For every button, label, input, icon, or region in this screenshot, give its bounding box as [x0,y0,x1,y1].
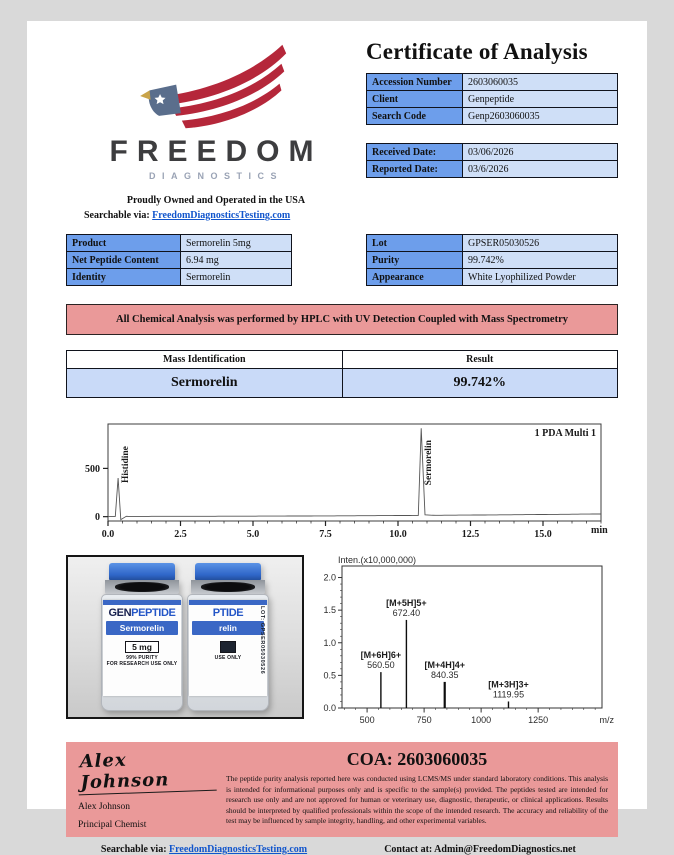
chart-text: 1000 [471,715,492,725]
field-value: Genpeptide [463,91,618,108]
brand-suffix: PEPTIDE [131,607,176,619]
product-name-band-partial: relin [192,621,264,635]
searchable-link[interactable]: FreedomDiagnosticsTesting.com [152,210,291,221]
chart-text: 1.5 [323,605,336,616]
chart-text: 0.0 [323,703,336,713]
accession-table [366,73,618,125]
field-value: 03/6/2026 [463,161,618,178]
field-label: Appearance [367,269,463,286]
chart-text: 1.0 [323,637,336,648]
page-title: Certificate of Analysis [366,39,588,64]
vial-front [101,563,183,711]
chromatogram-section [66,416,618,545]
mz-label: 840.35 [430,669,459,680]
field-value: 2603060035 [463,74,618,91]
vial-stopper [115,582,169,592]
chart-text: 2.5 [174,529,187,540]
field-label: Search Code [367,108,463,125]
chart-text: 12.5 [461,529,480,540]
field-value: 03/06/2026 [463,144,618,161]
chart-text: 7.5 [319,529,332,540]
chemist-role: Principal Chemist [78,820,147,830]
field-label: Reported Date: [367,161,463,178]
field-value: Sermorelin [181,269,292,286]
mz-label: 560.50 [367,660,395,671]
product-table [66,234,292,286]
chart-text: Inten.(x10,000,000) [338,555,417,565]
research-line: FOR RESEARCH USE ONLY [106,661,178,667]
label-stripe [189,600,267,605]
field-label: Accession Number [367,74,463,91]
strength-box-edge [220,641,236,653]
field-label: Purity [367,252,463,269]
product-name-band: Sermorelin [106,621,178,635]
chart-text: 1250 [528,715,549,725]
vial-cap [109,563,175,580]
certificate-page [27,21,647,855]
brand-logo-text-partial [189,607,267,619]
chart-text: 750 [416,715,432,725]
chemist-name: Alex Johnson [78,802,130,812]
chart-text: 0.0 [101,529,115,540]
mass-id-header: Mass Identification [67,351,343,369]
header [66,33,618,221]
ion-label: [M+4H]4+ [424,659,465,670]
field-label: Net Peptide Content [67,252,181,269]
footer-searchable-label: Searchable via: [100,844,167,855]
ion-label: [M+3H]3+ [488,679,529,690]
tagline: Proudly Owned and Operated in the USA [126,195,306,206]
disclaimer-text: The peptide purity analysis reported here was conducted using LCMS/MS under standard laboratory conditions. This analysis is intended for informational purposes only and is specific to the sample(s) provided. The peptides tested are intended for research use only and are not approved for human or veterinary use, diagnostic, therapeutic, or clinical applications. Results should be interpreted by qualified professionals within the scope of the intended research. The accuracy and reliability of the test may be influenced by sample integrity, handling, and other experimental variables. [226,774,608,825]
chart-text: 0.5 [323,670,336,681]
sample-info-row [66,234,618,286]
vial-neck [191,580,265,594]
chart-text: 1 PDA Multi 1 [534,428,596,439]
chart-text: 500 [85,463,100,475]
dates-table [366,143,618,178]
brand-name: FREEDOM [109,135,323,168]
chart-text: m/z [599,715,614,725]
chart-text: 10.0 [389,529,407,540]
hplc-chromatogram-chart [66,416,618,540]
footer-searchable-link[interactable]: FreedomDiagnosticsTesting.com [169,844,308,855]
result-value: 99.742% [342,369,618,398]
signature-block [78,749,216,830]
field-label: Identity [67,269,181,286]
field-value: Sermorelin 5mg [181,235,292,252]
mz-label: 1119.95 [492,689,525,700]
field-label: Product [67,235,181,252]
vial-neck [105,580,179,594]
coa-number: COA: 2603060035 [346,749,488,769]
field-value: GPSER05030526 [463,235,618,252]
result-header: Result [342,351,618,369]
mz-label: 672.40 [392,607,421,618]
field-value: Genp2603060035 [463,108,618,125]
searchable-line [66,210,366,221]
logo-block [66,33,366,221]
bottom-row [66,555,618,732]
chart-text: 5.0 [246,529,260,540]
purity-line: 99% PURITY [126,655,158,661]
vial-body [187,594,269,711]
chart-text: 500 [359,715,375,725]
brand-logo-text [103,607,181,619]
field-label: Client [367,91,463,108]
vial-label-back [189,600,267,696]
strength-box: 5 mg [125,641,159,653]
contact-row [66,844,618,855]
searchable-label: Searchable via: [84,210,150,221]
vial-body [101,594,183,711]
ion-label: [M+6H]6+ [360,650,402,661]
brand-subtitle: DIAGNOSTICS [148,171,283,181]
label-stripe [103,600,181,605]
lot-vertical-text: LOT: GPSER05030526 [259,606,265,675]
field-value: 99.742% [463,252,618,269]
lot-table [366,234,618,286]
chart-text: 2.0 [323,572,336,583]
brand-partial: PTIDE [212,607,244,619]
product-photo [66,555,304,719]
peak-label: Sermorelin [424,440,435,486]
coa-block [216,749,608,830]
vial-cap [195,563,261,580]
vial-stopper [201,582,255,592]
eagle-logo-icon [121,41,311,133]
chart-text: 0 [95,512,100,524]
field-label: Received Date: [367,144,463,161]
mass-identification-table [66,350,618,398]
chart-text: 15.0 [534,529,552,540]
footer-contact: Contact at: Admin@FreedomDiagnostics.net [384,844,576,855]
footer [66,742,618,837]
peak-label: Histidine [121,446,132,484]
method-banner: All Chemical Analysis was performed by HPLC with UV Detection Coupled with Mass Spectrometry [66,304,618,335]
mass-spectrum-chart [318,551,618,727]
mass-spectrum-section [318,551,618,732]
ion-label: [M+5H]5+ [386,597,427,608]
use-only-line: USE ONLY [214,655,242,661]
signature: Alex Johnson [77,747,216,796]
footer-searchable [66,844,342,855]
title-column [366,33,618,221]
chart-text: min [591,525,608,536]
brand-prefix: GEN [108,607,132,619]
vial-label [103,600,181,696]
field-value: White Lyophilized Powder [463,269,618,286]
mass-id-value: Sermorelin [67,369,343,398]
vial-back [187,563,269,711]
field-value: 6.94 mg [181,252,292,269]
field-label: Lot [367,235,463,252]
